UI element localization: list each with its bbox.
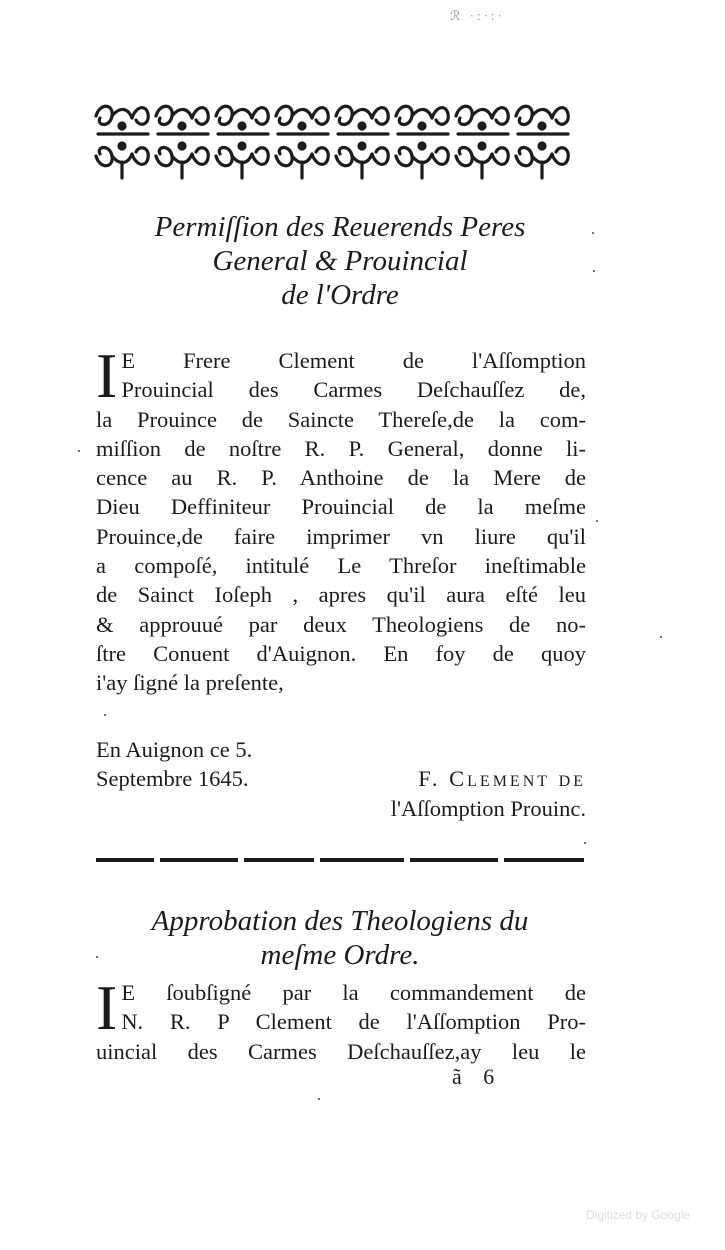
signer-name: F. Clement de — [418, 766, 586, 792]
paper-speck — [593, 270, 595, 272]
text-line: Dieu Deffiniteur Prouincial de la meſme — [96, 494, 586, 520]
paper-speck — [104, 714, 106, 716]
heading-line: Permiſſion des Reuerends Peres — [154, 211, 526, 243]
text-line: Prouincial des Carmes Deſchauſſez de, — [121, 377, 586, 403]
digitization-watermark: Digitized by Google — [586, 1208, 691, 1222]
approbation-text — [96, 972, 586, 1066]
section-divider-rule — [96, 857, 584, 863]
text-line: E ſoubſigné par la commandement de — [121, 980, 586, 1005]
text-line: E Frere Clement de l'Aſſomption — [121, 348, 586, 373]
signer-title: l'Aſſomption Prouinc. — [390, 795, 586, 821]
drop-cap-initial: I — [96, 340, 118, 411]
heading-line: General & Prouincial — [212, 245, 468, 277]
paper-speck — [596, 520, 598, 522]
place-line: En Auignon ce 5. — [96, 737, 253, 762]
fleuron-ornament-band — [92, 98, 580, 182]
paper-speck — [660, 636, 662, 638]
text-line: N. R. P Clement de l'Aſſomption Pro- — [121, 1009, 586, 1035]
date-line: Septembre 1645. — [96, 766, 249, 792]
text-line: i'ay ſigné la preſente, — [96, 670, 284, 696]
text-line: cence au R. P. Anthoine de la Mere de — [96, 465, 586, 491]
text-line: ſtre Conuent d'Auignon. En foy de quoy — [96, 640, 586, 666]
text-line: Prouince,de faire imprimer vn liure qu'il — [96, 523, 586, 549]
text-line: la Prouince de Saincte Thereſe,de la com- — [96, 406, 586, 432]
page-mark: ℛ ·:·:· — [450, 8, 505, 23]
paper-speck — [584, 842, 586, 844]
heading-line: meſme Ordre. — [260, 939, 420, 971]
permission-heading — [80, 210, 600, 312]
text-line: uincial des Carmes Deſchauſſez,ay leu le — [96, 1038, 586, 1064]
heading-line: de l'Ordre — [281, 279, 399, 311]
catchword-signature-mark: ã 6 — [452, 1064, 503, 1089]
paper-speck — [96, 956, 98, 958]
heading-line: Approbation des Theologiens du — [151, 905, 529, 937]
paper-speck — [318, 1098, 320, 1100]
paper-speck — [592, 232, 594, 234]
drop-cap-initial: I — [96, 972, 118, 1043]
place-and-signature — [96, 735, 586, 823]
text-line: & approuué par deux Theologiens de no- — [96, 611, 586, 637]
text-line: de Sainct Ioſeph , apres qu'il aura eſté leu — [96, 582, 586, 608]
permission-text — [96, 340, 586, 698]
approbation-heading — [80, 904, 600, 972]
text-line: miſſion de noſtre R. P. General, donne li- — [96, 435, 586, 461]
paper-speck — [78, 450, 80, 452]
text-line: a compoſé, intitulé Le Threſor ineſtimable — [96, 553, 586, 579]
